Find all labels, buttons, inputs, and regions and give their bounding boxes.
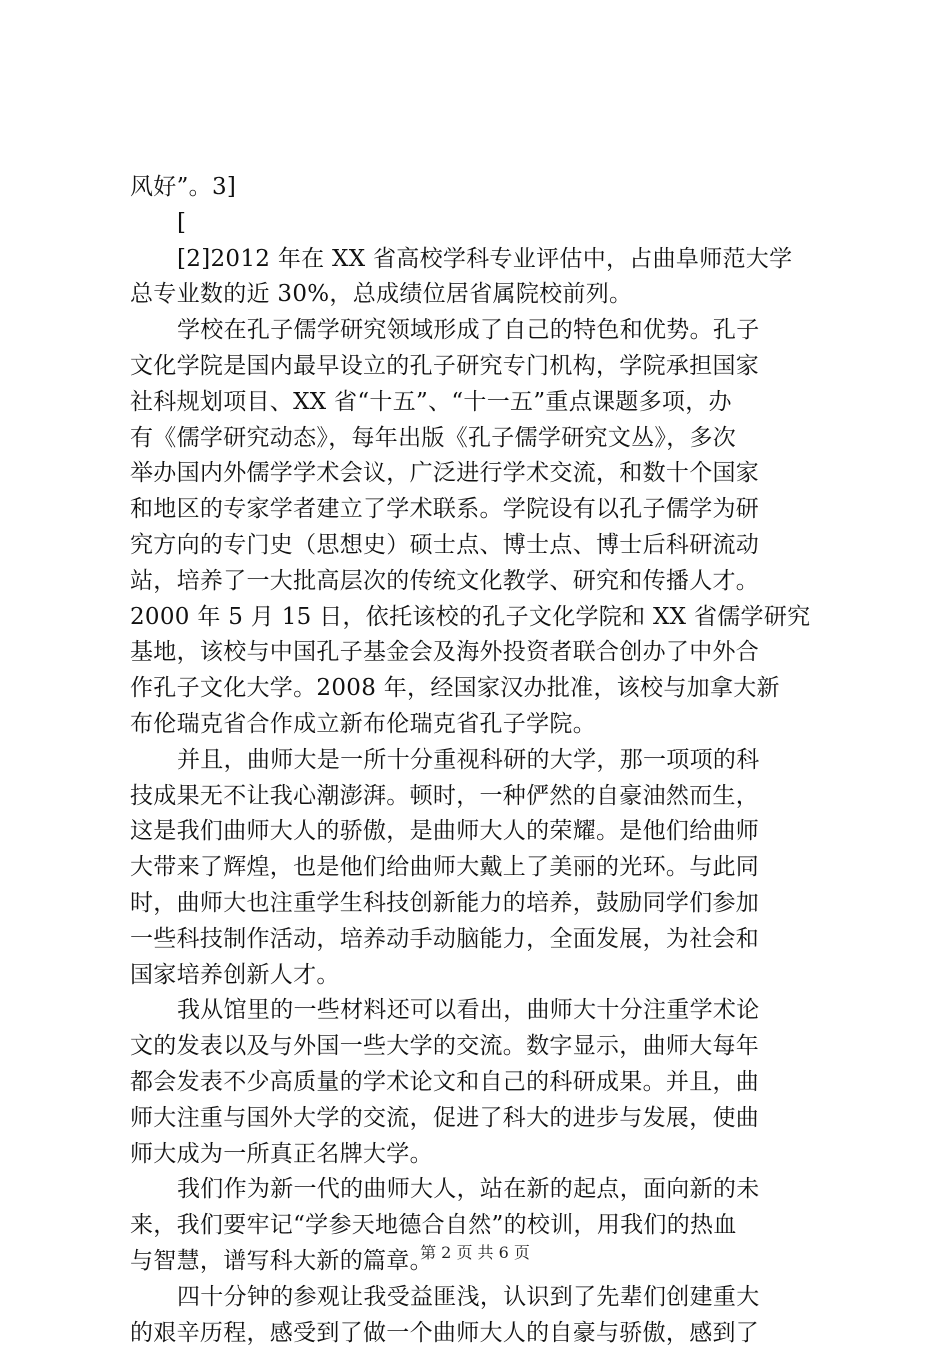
text-line: 这是我们曲师大人的骄傲，是曲师大人的荣耀。是他们给曲师 xyxy=(130,814,830,850)
text-line: 站，培养了一大批高层次的传统文化教学、研究和传播人才。 xyxy=(130,564,830,600)
text-line: 来，我们要牢记“学参天地德合自然”的校训，用我们的热血 xyxy=(130,1208,830,1244)
text-line: 大带来了辉煌，也是他们给曲师大戴上了美丽的光环。与此同 xyxy=(130,850,830,886)
text-line: 文的发表以及与外国一些大学的交流。数字显示，曲师大每年 xyxy=(130,1029,830,1065)
text-line: 国家培养创新人才。 xyxy=(130,958,830,994)
text-line: 总专业数的近 30%，总成绩位居省属院校前列。 xyxy=(130,277,830,313)
text-line: 学校在孔子儒学研究领域形成了自己的特色和优势。孔子 xyxy=(130,313,830,349)
text-line: 与智慧，谱写科大新的篇章。 xyxy=(130,1244,830,1280)
text-line: 四十分钟的参观让我受益匪浅，认识到了先辈们创建重大 xyxy=(130,1280,830,1316)
text-line: 并且，曲师大是一所十分重视科研的大学，那一项项的科 xyxy=(130,743,830,779)
text-line: 技成果无不让我心潮澎湃。顿时，一种俨然的自豪油然而生， xyxy=(130,779,830,815)
text-line: 文化学院是国内最早设立的孔子研究专门机构，学院承担国家 xyxy=(130,349,830,385)
text-line: 2000 年 5 月 15 日，依托该校的孔子文化学院和 XX 省儒学研究 xyxy=(130,600,830,636)
text-line: [2]2012 年在 XX 省高校学科专业评估中，占曲阜师范大学 xyxy=(130,242,830,278)
text-line: 我们作为新一代的曲师大人，站在新的起点，面向新的未 xyxy=(130,1172,830,1208)
document-body xyxy=(130,170,830,1351)
text-line: 举办国内外儒学学术会议，广泛进行学术交流，和数十个国家 xyxy=(130,456,830,492)
text-line: 和地区的专家学者建立了学术联系。学院设有以孔子儒学为研 xyxy=(130,492,830,528)
text-line: 时，曲师大也注重学生科技创新能力的培养，鼓励同学们参加 xyxy=(130,886,830,922)
text-line: 风好”。3] xyxy=(130,170,830,206)
text-line: [ xyxy=(130,206,830,242)
page-footer: 第 2 页 共 6 页 xyxy=(0,1243,950,1263)
text-line: 社科规划项目、XX 省“十五”、“十一五”重点课题多项，办 xyxy=(130,385,830,421)
text-line: 师大注重与国外大学的交流，促进了科大的进步与发展，使曲 xyxy=(130,1101,830,1137)
text-line: 的艰辛历程，感受到了做一个曲师大人的自豪与骄傲，感到了 xyxy=(130,1316,830,1351)
text-line: 究方向的专门史（思想史）硕士点、博士点、博士后科研流动 xyxy=(130,528,830,564)
text-line: 我从馆里的一些材料还可以看出，曲师大十分注重学术论 xyxy=(130,993,830,1029)
text-line: 师大成为一所真正名牌大学。 xyxy=(130,1137,830,1173)
text-line: 布伦瑞克省合作成立新布伦瑞克省孔子学院。 xyxy=(130,707,830,743)
text-line: 一些科技制作活动，培养动手动脑能力，全面发展，为社会和 xyxy=(130,922,830,958)
text-line: 作孔子文化大学。2008 年，经国家汉办批准，该校与加拿大新 xyxy=(130,671,830,707)
text-line: 基地，该校与中国孔子基金会及海外投资者联合创办了中外合 xyxy=(130,635,830,671)
text-line: 都会发表不少高质量的学术论文和自己的科研成果。并且，曲 xyxy=(130,1065,830,1101)
text-line: 有《儒学研究动态》，每年出版《孔子儒学研究文丛》，多次 xyxy=(130,421,830,457)
